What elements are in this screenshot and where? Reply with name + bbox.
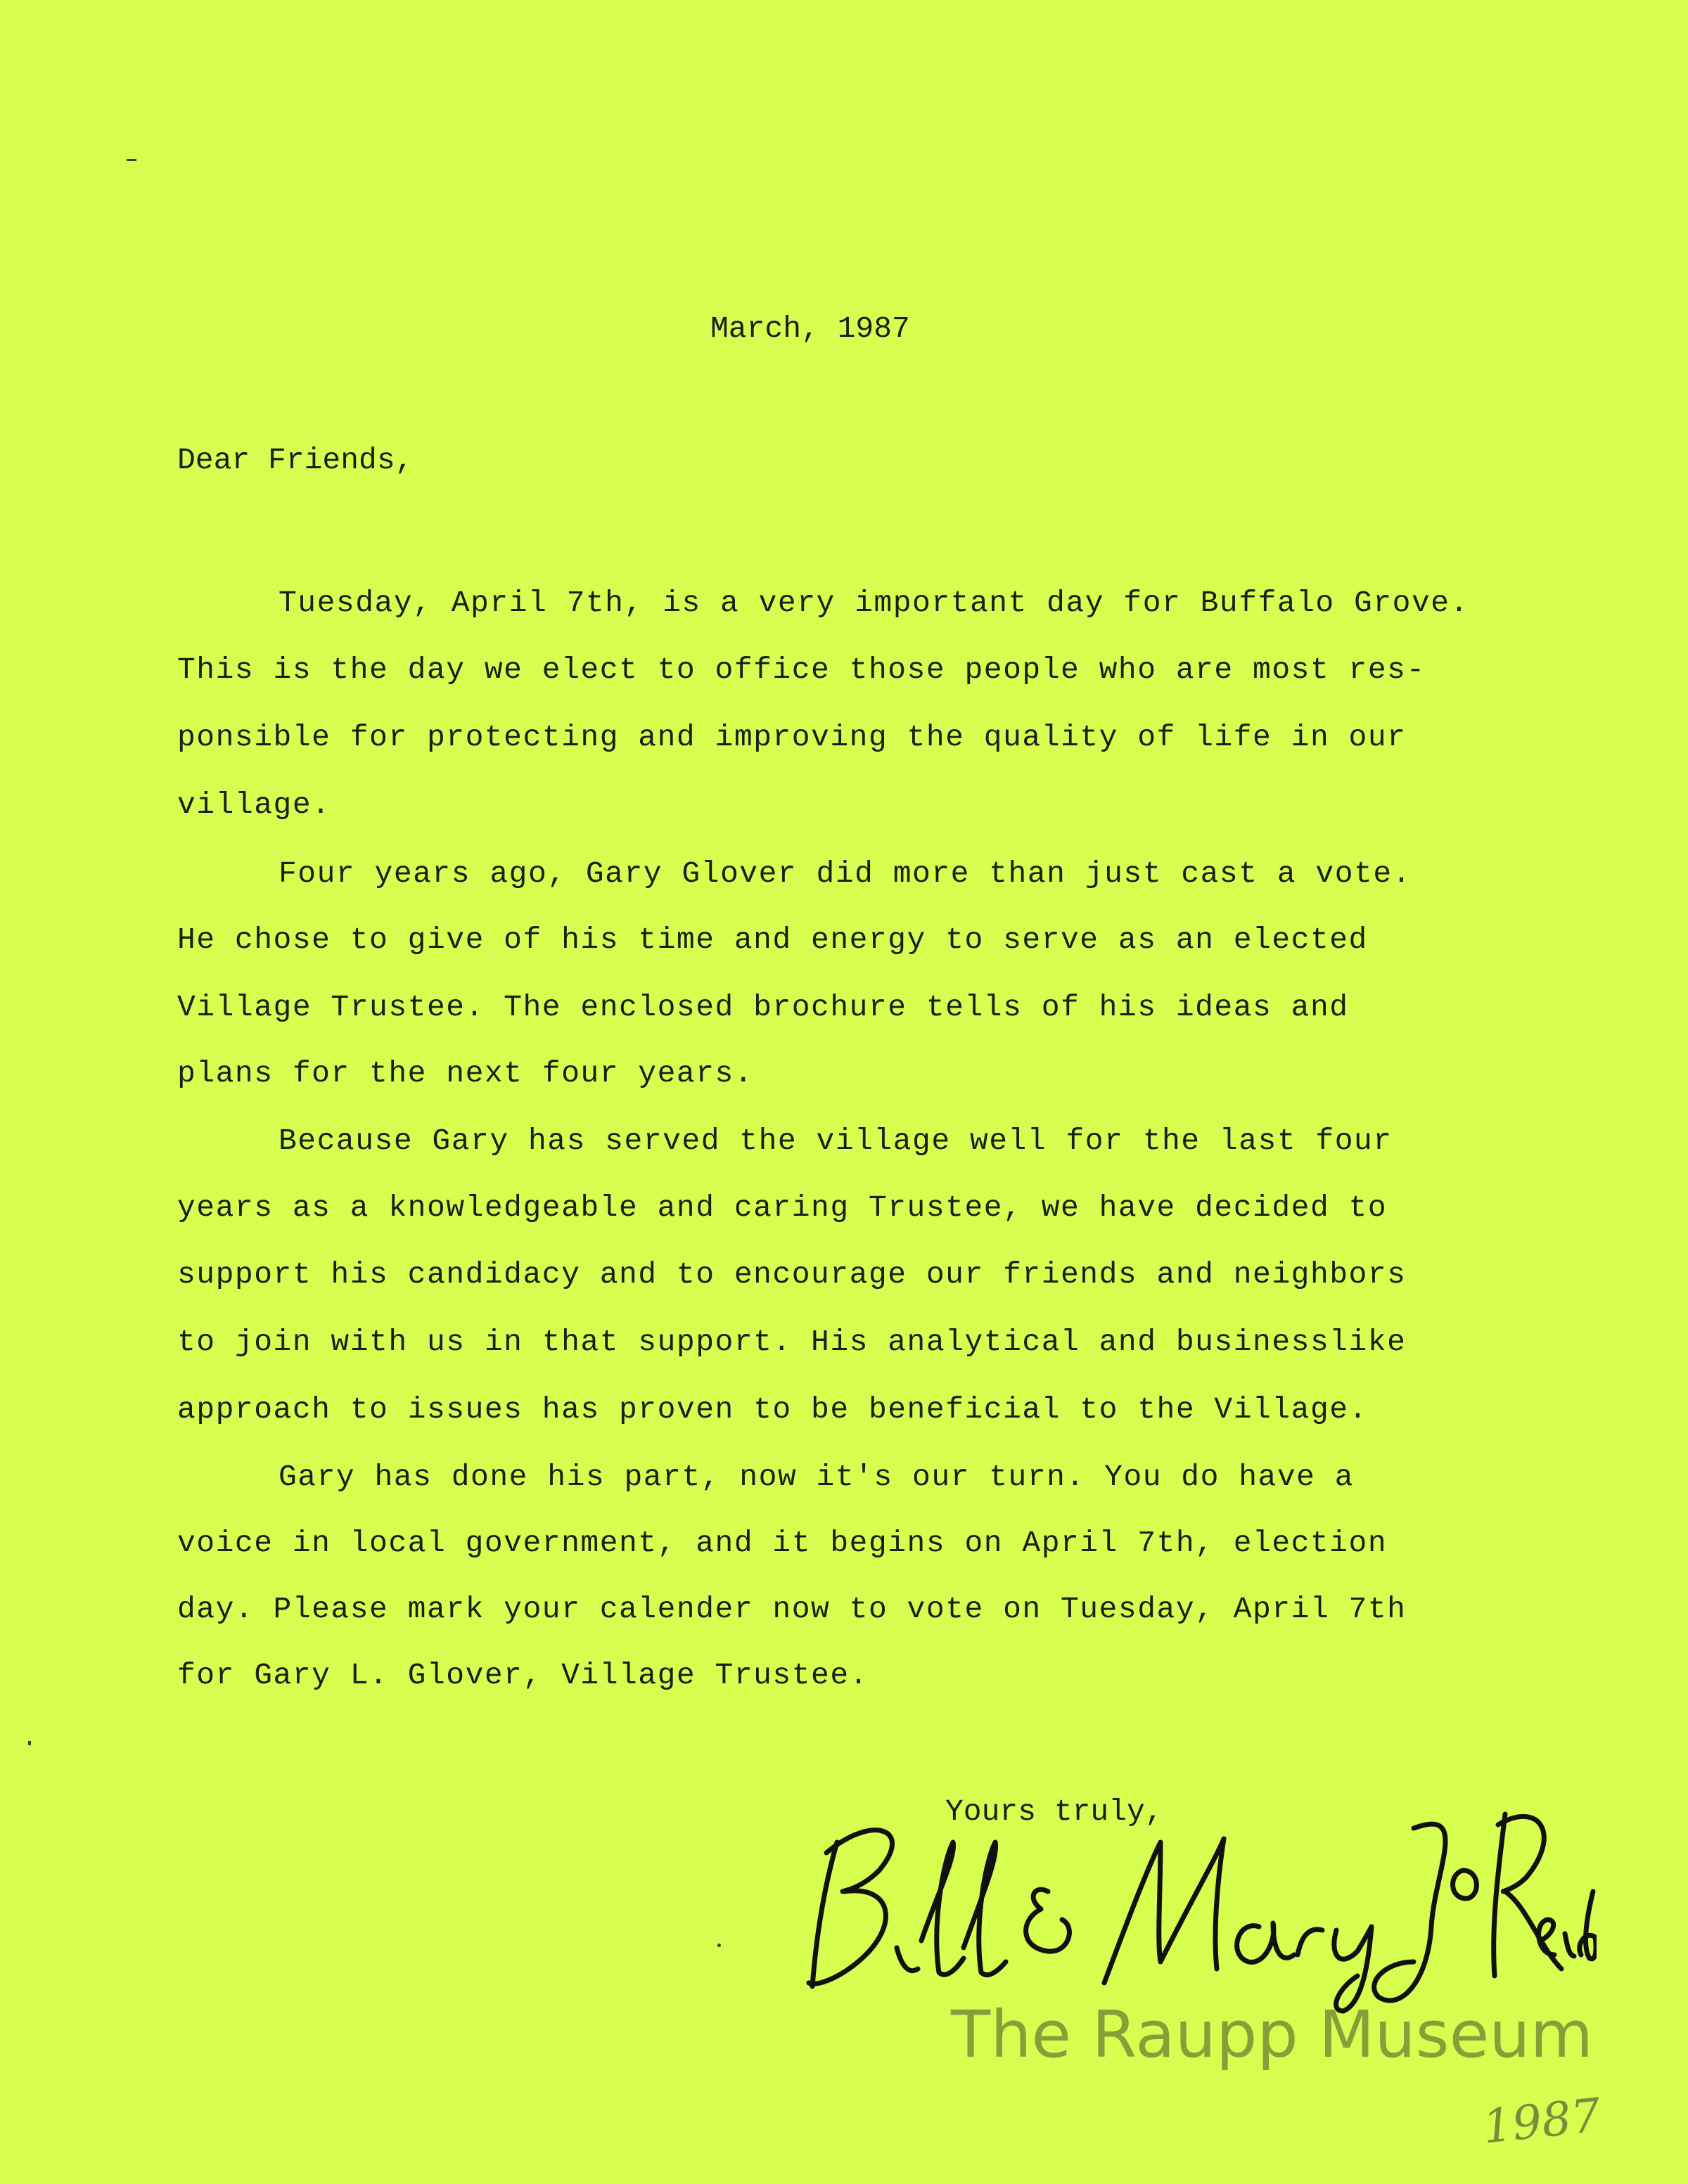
salutation: Dear Friends, [177,443,414,477]
body-line: This is the day we elect to office those people who are most res- [177,653,1426,687]
body-line: ponsible for protecting and improving the quality of life in our [177,720,1407,754]
body-line: Four years ago, Gary Glover did more than just cast a vote. [279,856,1412,891]
paper-speck [127,159,136,161]
museum-watermark: The Raupp Museum [951,1997,1594,2072]
body-line: Village Trustee. The enclosed brochure tells of his ideas and [177,990,1349,1024]
letter-date: March, 1987 [710,311,910,346]
body-line: plans for the next four years. [177,1056,754,1091]
body-line: years as a knowledgeable and caring Trustee, we have decided to [177,1190,1388,1225]
paper-speck [28,1741,31,1745]
closing: Yours truly, [945,1794,1163,1829]
body-line: approach to issues has proven to be beneficial to the Village. [177,1392,1368,1427]
body-line: to join with us in that support. His analytical and businesslike [177,1325,1407,1359]
paper-speck [717,1944,721,1947]
handwritten-year: 1987 [1480,2088,1604,2154]
body-line: voice in local government, and it begins on April 7th, election [177,1526,1388,1560]
handwritten-signature [795,1786,1597,2018]
body-line: village. [177,788,331,822]
body-line: Gary has done his part, now it's our turn. You do have a [279,1460,1355,1494]
body-line: Tuesday, April 7th, is a very important day for Buffalo Grove. [279,586,1469,620]
body-line: day. Please mark your calender now to vote on Tuesday, April 7th [177,1592,1407,1626]
body-line: Because Gary has served the village well for the last four [279,1124,1393,1158]
body-line: for Gary L. Glover, Village Trustee. [177,1658,869,1692]
body-line: He chose to give of his time and energy to serve as an elected [177,923,1368,957]
body-line: support his candidacy and to encourage our friends and neighbors [177,1257,1407,1292]
